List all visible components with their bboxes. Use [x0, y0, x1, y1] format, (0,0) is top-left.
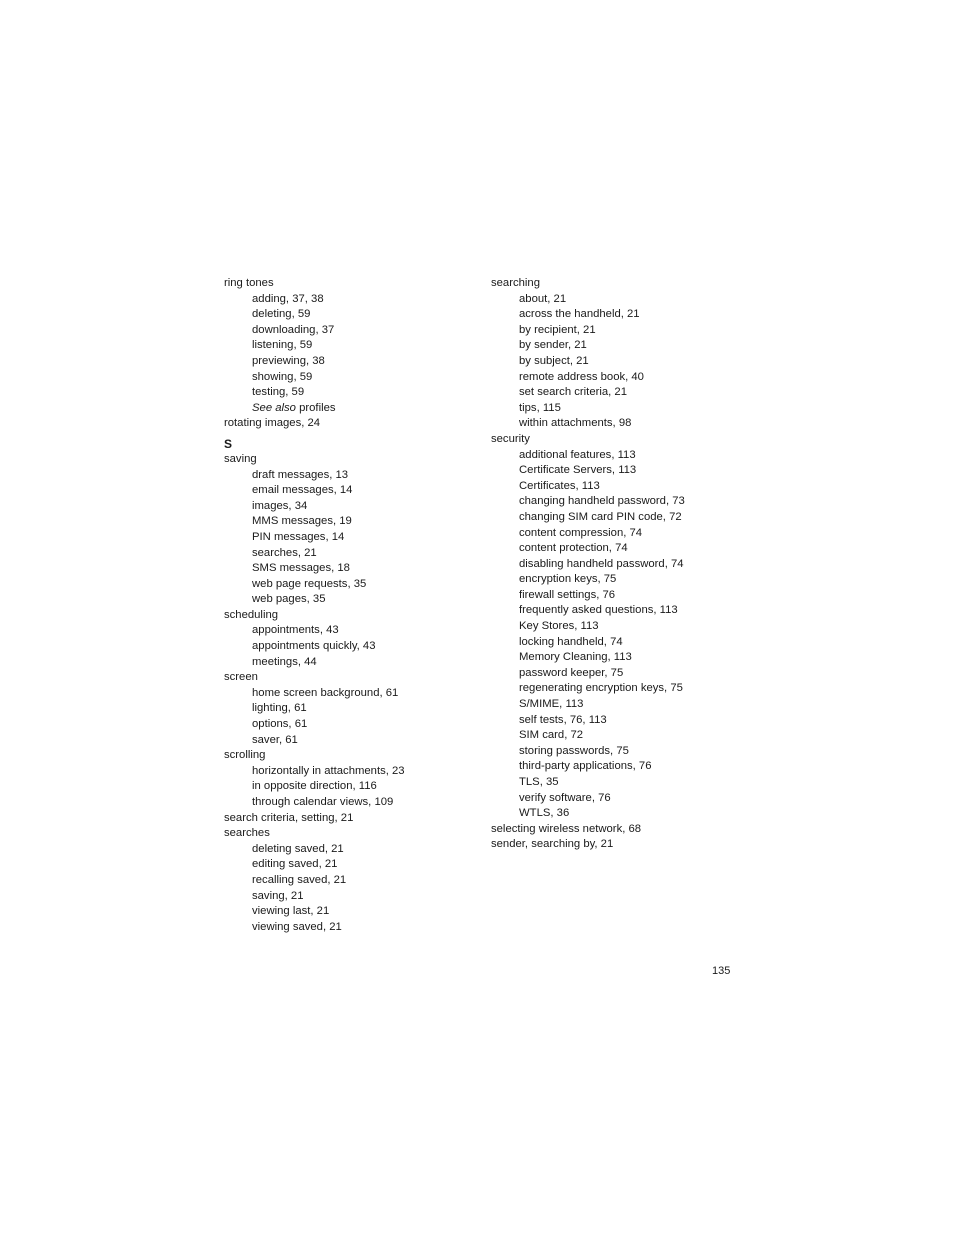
- index-subentry: through calendar views, 109: [252, 796, 394, 808]
- index-subentry: self tests, 76, 113: [519, 713, 607, 726]
- index-subentry: by subject, 21: [519, 354, 589, 367]
- index-subentry: content protection, 74: [519, 542, 628, 555]
- index-subentry: within attachments, 98: [519, 417, 632, 430]
- index-subentry: web pages, 35: [252, 593, 326, 606]
- index-subentry: firewall settings, 76: [519, 588, 616, 601]
- index-subentry: appointments, 43: [252, 624, 339, 637]
- index-term-scrolling: scrolling: [224, 749, 266, 762]
- index-subentry: viewing saved, 21: [252, 920, 342, 933]
- index-subentry: viewing last, 21: [252, 905, 330, 918]
- index-subentry: saver, 61: [252, 733, 298, 746]
- index-term-rotating-images: rotating images, 24: [224, 417, 321, 430]
- index-subentry: web page requests, 35: [252, 577, 367, 590]
- index-subentry: deleting, 59: [252, 308, 311, 321]
- index-term-searches: searches: [224, 827, 270, 840]
- index-subentry: in opposite direction, 116: [252, 780, 377, 793]
- index-subentry: Key Stores, 113: [519, 620, 599, 633]
- index-subentry: saving, 21: [252, 889, 304, 902]
- index-subentry: additional features, 113: [519, 448, 636, 461]
- page-number: 135: [712, 965, 731, 977]
- section-letter: S: [224, 436, 233, 451]
- index-subentry: searches, 21: [252, 546, 317, 559]
- index-term-searching: searching: [491, 277, 540, 289]
- index-subentry: recalling saved, 21: [252, 873, 347, 886]
- index-term-ring-tones: ring tones: [224, 277, 274, 289]
- index-term-sender-searching: sender, searching by, 21: [491, 838, 614, 851]
- index-subentry: appointments quickly, 43: [252, 640, 376, 653]
- index-subentry: listening, 59: [252, 339, 313, 352]
- index-column-left: [224, 276, 474, 935]
- see-also-label: See also: [252, 401, 296, 414]
- index-subentry: third-party applications, 76: [519, 760, 652, 773]
- index-subentry: testing, 59: [252, 386, 305, 399]
- index-subentry: set search criteria, 21: [519, 386, 627, 399]
- index-subentry: lighting, 61: [252, 702, 307, 715]
- index-subentry: Certificates, 113: [519, 479, 600, 492]
- index-subentry: about, 21: [519, 292, 567, 305]
- index-subentry: showing, 59: [252, 370, 313, 383]
- index-subentry: MMS messages, 19: [252, 515, 352, 528]
- index-subentry: S/MIME, 113: [519, 698, 584, 711]
- index-subentry: verify software, 76: [519, 791, 611, 804]
- index-term-saving: saving: [224, 452, 257, 465]
- index-subentry: across the handheld, 21: [519, 308, 640, 321]
- index-term-selecting-wireless-network: selecting wireless network, 68: [491, 822, 642, 835]
- index-subentry: by recipient, 21: [519, 323, 596, 336]
- index-subentry: changing SIM card PIN code, 72: [519, 510, 682, 523]
- index-subentry: deleting saved, 21: [252, 842, 344, 855]
- index-subentry: password keeper, 75: [519, 666, 624, 679]
- index-subentry: encryption keys, 75: [519, 573, 617, 586]
- index-term-security: security: [491, 432, 530, 445]
- index-subentry: email messages, 14: [252, 484, 353, 497]
- index-subentry: downloading, 37: [252, 323, 335, 336]
- index-subentry: previewing, 38: [252, 354, 325, 367]
- index-subentry: meetings, 44: [252, 655, 317, 668]
- index-subentry: draft messages, 13: [252, 468, 349, 481]
- see-also-reference: [224, 401, 474, 417]
- index-subentry: images, 34: [252, 499, 308, 512]
- index-term-search-criteria: search criteria, setting, 21: [224, 811, 354, 824]
- index-subentry: regenerating encryption keys, 75: [519, 682, 683, 695]
- index-subentry: adding, 37, 38: [252, 292, 324, 305]
- index-subentry: editing saved, 21: [252, 858, 338, 871]
- index-subentry: by sender, 21: [519, 339, 587, 352]
- index-subentry: TLS, 35: [519, 776, 559, 788]
- index-subentry: tips, 115: [519, 401, 561, 414]
- index-subentry: Certificate Servers, 113: [519, 464, 637, 477]
- index-column-right: [491, 276, 741, 853]
- index-subentry: Memory Cleaning, 113: [519, 651, 632, 664]
- index-subentry: horizontally in attachments, 23: [252, 764, 405, 777]
- index-subentry: WTLS, 36: [519, 807, 570, 820]
- index-subentry: content compression, 74: [519, 526, 643, 539]
- index-subentry: frequently asked questions, 113: [519, 604, 678, 617]
- index-subentry: remote address book, 40: [519, 370, 644, 383]
- see-also-target: profiles: [295, 401, 336, 414]
- index-subentry: SIM card, 72: [519, 729, 584, 742]
- index-subentry: SMS messages, 18: [252, 562, 350, 575]
- index-subentry: storing passwords, 75: [519, 744, 629, 757]
- index-subentry: PIN messages, 14: [252, 530, 345, 543]
- index-subentry: options, 61: [252, 718, 308, 731]
- index-subentry: disabling handheld password, 74: [519, 557, 684, 570]
- index-term-screen: screen: [224, 671, 258, 684]
- index-term-scheduling: scheduling: [224, 608, 279, 621]
- index-subentry: home screen background, 61: [252, 686, 399, 699]
- index-subentry: locking handheld, 74: [519, 635, 623, 648]
- index-subentry: changing handheld password, 73: [519, 495, 685, 508]
